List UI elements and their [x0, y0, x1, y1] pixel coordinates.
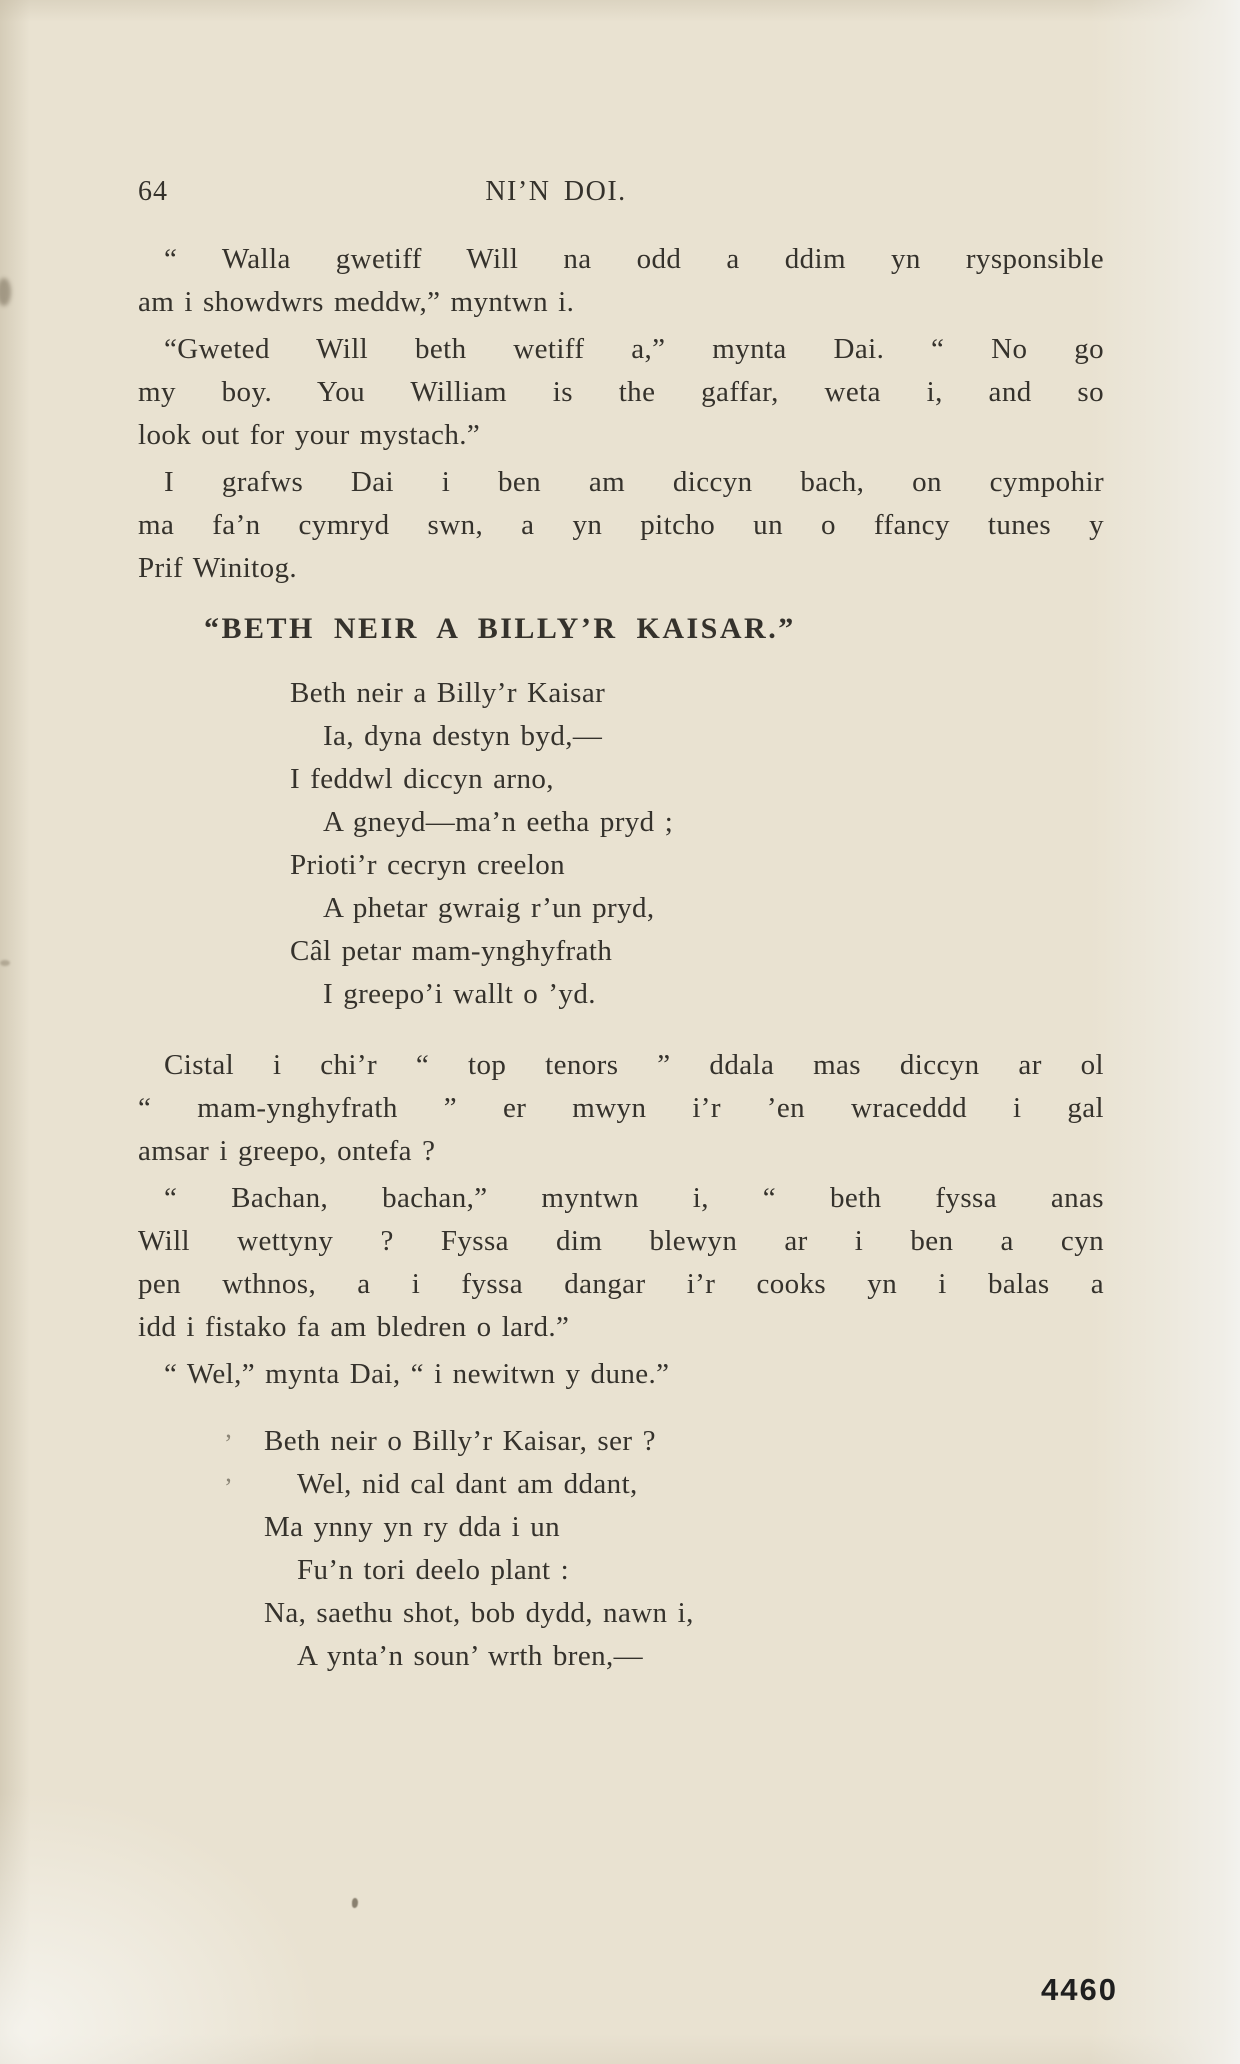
- verse-line: I feddwl diccyn arno,: [290, 763, 554, 795]
- verse-line: Prioti’r cecryn creelon: [290, 849, 566, 881]
- paragraph: [138, 461, 1104, 590]
- paragraph-line: pen wthnos, a i fyssa dangar i’r cooks yn i balas a: [138, 1268, 1104, 1300]
- verse-line: I greepo’i wallt o ’yd.: [323, 978, 596, 1010]
- paragraph: [138, 328, 1104, 457]
- paragraph-line: “ Walla gwetiff Will na odd a ddim yn rysponsible: [164, 243, 1104, 275]
- running-head: [138, 176, 1104, 208]
- verse-1: [290, 672, 1104, 1016]
- paragraph-line: “ mam-ynghyfrath ” er mwyn i’r ’en wraceddd i gal: [138, 1092, 1104, 1124]
- verse-line: Câl petar mam-ynghyfrath: [290, 935, 613, 967]
- paragraph-line: “ Bachan, bachan,” myntwn i, “ beth fyssa anas: [164, 1182, 1104, 1214]
- paragraph-line: am i showdwrs meddw,” myntwn i.: [138, 286, 575, 318]
- paragraph: [138, 1044, 1104, 1173]
- paragraph-line: idd i fistako fa am bledren o lard.”: [138, 1311, 570, 1343]
- running-title: NI’N DOI.: [485, 176, 627, 207]
- verse-line: A ynta’n soun’ wrth bren,—: [297, 1640, 644, 1672]
- verse-line: Ia, dyna destyn byd,—: [323, 720, 603, 752]
- paper-blemish: [0, 278, 11, 306]
- verse-line: A gneyd—ma’n eetha pryd ;: [323, 806, 674, 838]
- paragraph-line: I grafws Dai i ben am diccyn bach, on cympohir: [164, 466, 1104, 498]
- verse-line: Na, saethu shot, bob dydd, nawn i,: [264, 1597, 694, 1629]
- verse-line: Wel, nid cal dant am ddant,: [297, 1468, 638, 1500]
- paragraph-line: ma fa’n cymryd swn, a yn pitcho un o ffancy tunes y: [138, 509, 1104, 541]
- stamp-number: 4460: [1041, 1972, 1118, 2007]
- paragraph: [138, 1177, 1104, 1349]
- verse-2: [224, 1420, 1104, 1678]
- verse-line: Ma ynny yn ry dda i un: [264, 1511, 561, 1543]
- paragraph-line: “ Wel,” mynta Dai, “ i newitwn y dune.”: [164, 1358, 670, 1390]
- paragraph-line: Will wettyny ? Fyssa dim blewyn ar i ben a cyn: [138, 1225, 1104, 1257]
- verse-line: A phetar gwraig r’un pryd,: [323, 892, 655, 924]
- verse-line: Fu’n tori deelo plant :: [297, 1554, 570, 1586]
- paper-blemish: [0, 960, 10, 966]
- song-title: “BETH NEIR A BILLY’R KAISAR.”: [204, 612, 796, 645]
- paragraph-line: look out for your mystach.”: [138, 419, 481, 451]
- verse-line: Beth neir a Billy’r Kaisar: [290, 677, 606, 709]
- paper-blemish: [352, 1898, 358, 1908]
- stray-mark: ’: [224, 1429, 234, 1458]
- paragraph-line: my boy. You William is the gaffar, weta i, and so: [138, 376, 1104, 408]
- paragraph: [138, 1353, 1104, 1396]
- paragraph-line: “Gweted Will beth wetiff a,” mynta Dai. “ No go: [164, 333, 1104, 365]
- verse-line: Beth neir o Billy’r Kaisar, ser ?: [264, 1425, 656, 1457]
- text-block: [138, 176, 1104, 1678]
- paragraph: [138, 238, 1104, 324]
- paragraph-line: amsar i greepo, ontefa ?: [138, 1135, 436, 1167]
- paragraph-line: Cistal i chi’r “ top tenors ” ddala mas diccyn ar ol: [164, 1049, 1104, 1081]
- stray-mark: ’: [224, 1473, 234, 1502]
- page-number: 64: [138, 176, 168, 207]
- paragraph-line: Prif Winitog.: [138, 552, 298, 584]
